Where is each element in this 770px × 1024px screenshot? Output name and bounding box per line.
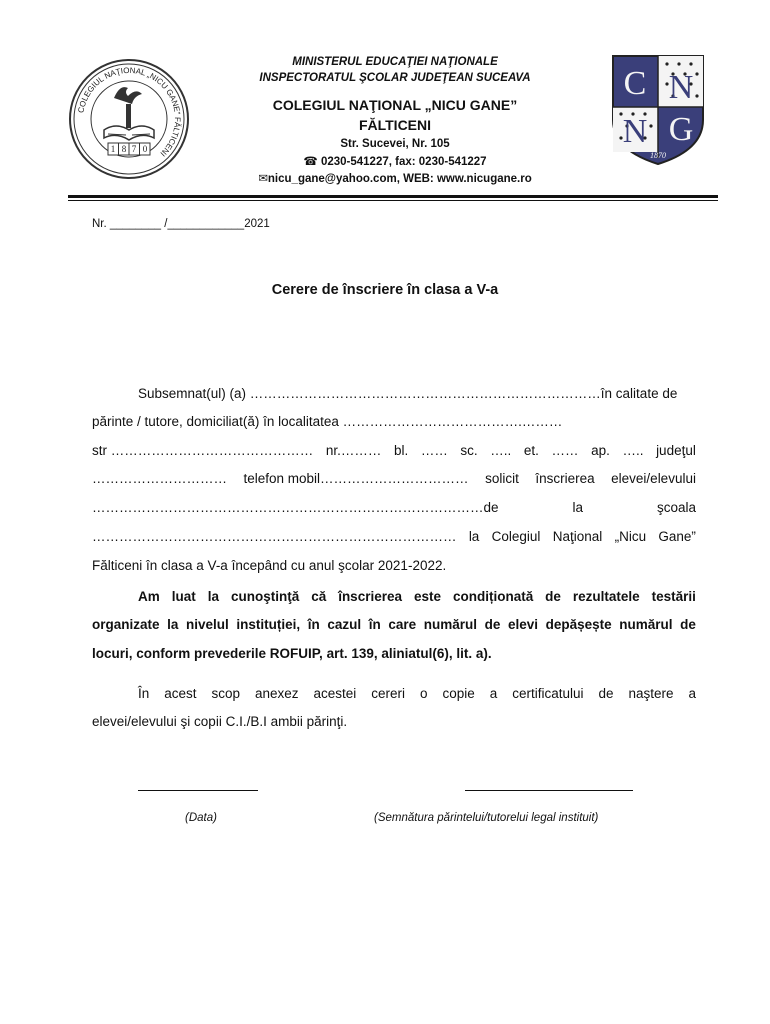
body-text-line — [92, 414, 696, 429]
body-text-line — [92, 443, 696, 458]
body-text-line — [138, 589, 696, 604]
body-word: de — [545, 589, 561, 604]
seal-year-digit: 8 — [121, 144, 127, 154]
seal-year-digit: 0 — [142, 144, 148, 154]
header-divider — [68, 195, 718, 198]
ministry-name: MINISTERUL EDUCAŢIEI NAŢIONALE — [292, 56, 498, 68]
body-word: judeţul — [656, 443, 696, 458]
body-word: „Nicu — [614, 529, 647, 544]
body-word: acestei — [313, 686, 357, 701]
body-word: la — [572, 500, 583, 515]
body-word: sc. — [460, 443, 478, 458]
school-address: Str. Sucevei, Nr. 105 — [340, 138, 450, 150]
body-word: părinte / tutore, domiciliat(ă) în localitatea ………………………………….……… — [92, 414, 563, 429]
body-word: ….. — [622, 443, 644, 458]
body-word: copie — [442, 686, 475, 701]
body-word: înscrierea — [338, 589, 402, 604]
body-text-line — [92, 500, 696, 515]
envelope-icon: ✉ — [258, 173, 268, 185]
school-city: FĂLTICENI — [358, 117, 432, 133]
school-seal-logo — [68, 58, 190, 180]
body-word: cereri — [371, 686, 406, 701]
body-word: elevei/elevului şi copii C.I./B.I ambii părinţi. — [92, 714, 348, 729]
body-word: certificatului — [512, 686, 584, 701]
body-word: Subsemnat(ul) (a) ……………………………………………………………………în calitate de — [138, 386, 678, 401]
document-title: Cerere de înscriere în clasa a V-a — [271, 282, 499, 298]
body-word: în — [368, 617, 381, 632]
body-word: că — [311, 589, 327, 604]
body-word: str ……………………………………… — [92, 443, 314, 458]
shield-letter: G — [668, 111, 694, 148]
body-word: este — [413, 589, 441, 604]
body-word: acest — [164, 686, 197, 701]
body-word: a — [489, 686, 498, 701]
seal-year-digit: 7 — [131, 144, 137, 154]
body-text-line — [138, 386, 696, 401]
body-word: ap. — [591, 443, 610, 458]
body-word: bl. — [393, 443, 409, 458]
body-word: înscrierea — [535, 471, 595, 486]
body-word: la — [167, 617, 179, 632]
body-word: solicit — [485, 471, 519, 486]
body-word: organizate — [92, 617, 160, 632]
school-phone: ☎ 0230-541227, fax: 0230-541227 — [303, 156, 487, 168]
document-header — [0, 0, 770, 205]
date-signature-line — [138, 790, 258, 791]
body-word: elevi — [507, 617, 538, 632]
body-word: de — [484, 617, 501, 632]
body-word: Am — [138, 589, 160, 604]
body-text-line — [92, 529, 696, 544]
body-word: et. — [523, 443, 539, 458]
telephone-icon: ☎ — [303, 156, 318, 168]
body-word: ….. — [490, 443, 512, 458]
shield-letter: N — [668, 69, 694, 106]
body-word: la — [468, 529, 480, 544]
body-word: la — [207, 589, 219, 604]
body-word: de — [598, 686, 614, 701]
body-text-line — [92, 471, 696, 486]
body-word: depășește — [545, 617, 612, 632]
body-word: Fălticeni în clasa a V-a începând cu anul şcolar 2021-2022. — [92, 558, 447, 573]
body-text-line — [92, 646, 696, 661]
body-word: locuri, conform prevederile ROFUIP, art. 139, aliniatul(6), lit. a). — [92, 646, 492, 661]
body-word: condiționată — [452, 589, 534, 604]
shield-year: 1870 — [650, 151, 666, 160]
header-divider-thin — [68, 200, 718, 201]
date-caption: (Data) — [185, 812, 217, 824]
body-word: a — [688, 686, 696, 701]
body-word: testării — [651, 589, 696, 604]
cnng-shield-logo — [611, 54, 705, 166]
body-text-line — [138, 686, 696, 701]
parent-signature-caption: (Semnătura părintelui/tutorelui legal instituit) — [374, 812, 599, 824]
body-word: naştere — [628, 686, 674, 701]
body-word: şcoala — [656, 500, 696, 515]
body-word: care — [388, 617, 417, 632]
body-word: Naţional — [552, 529, 603, 544]
body-word: elevei/elevului — [611, 471, 696, 486]
body-word: …… — [420, 443, 448, 458]
seal-year-digit: 1 — [110, 144, 116, 154]
body-word: telefon mobil…………………………… — [243, 471, 469, 486]
body-text-line — [92, 558, 696, 573]
school-email-web: ✉nicu_gane@yahoo.com, WEB: www.nicugane.ro — [258, 173, 532, 185]
shield-letter: C — [623, 65, 647, 102]
body-word: instituției, — [236, 617, 301, 632]
school-name: COLEGIUL NAŢIONAL „NICU GANE” — [272, 97, 518, 113]
body-word: nivelul — [186, 617, 229, 632]
body-word: ……………………………………………………………………… — [92, 529, 457, 544]
body-word: rezultatele — [572, 589, 640, 604]
body-word: Colegiul — [491, 529, 541, 544]
body-word: anexez — [254, 686, 299, 701]
body-text-line — [92, 714, 696, 729]
body-word: nr.……… — [325, 443, 382, 458]
body-word: Gane” — [658, 529, 696, 544]
body-word: numărul — [423, 617, 477, 632]
body-word: în — [307, 617, 320, 632]
body-text-line — [92, 617, 696, 632]
body-word: de — [680, 617, 696, 632]
body-word: scop — [211, 686, 241, 701]
body-word: luat — [171, 589, 196, 604]
body-word: ……………………………………………………………………………de — [92, 500, 499, 515]
registration-number-line: Nr. ________ /____________2021 — [92, 218, 270, 230]
body-word: o — [419, 686, 428, 701]
body-word: cazul — [327, 617, 362, 632]
shield-letter: N — [622, 113, 648, 150]
body-word: cunoştinţă — [230, 589, 300, 604]
inspectorate-name: INSPECTORATUL ŞCOLAR JUDEŢEAN SUCEAVA — [259, 72, 531, 84]
body-word: …… — [551, 443, 579, 458]
body-word: numărul — [619, 617, 673, 632]
parent-signature-line — [465, 790, 633, 791]
seal-ring-text: COLEGIUL NAŢIONAL „NICU GANE” FĂLTICENI — [76, 65, 183, 159]
body-word: ………………………… — [92, 471, 227, 486]
body-word: În — [138, 686, 150, 701]
